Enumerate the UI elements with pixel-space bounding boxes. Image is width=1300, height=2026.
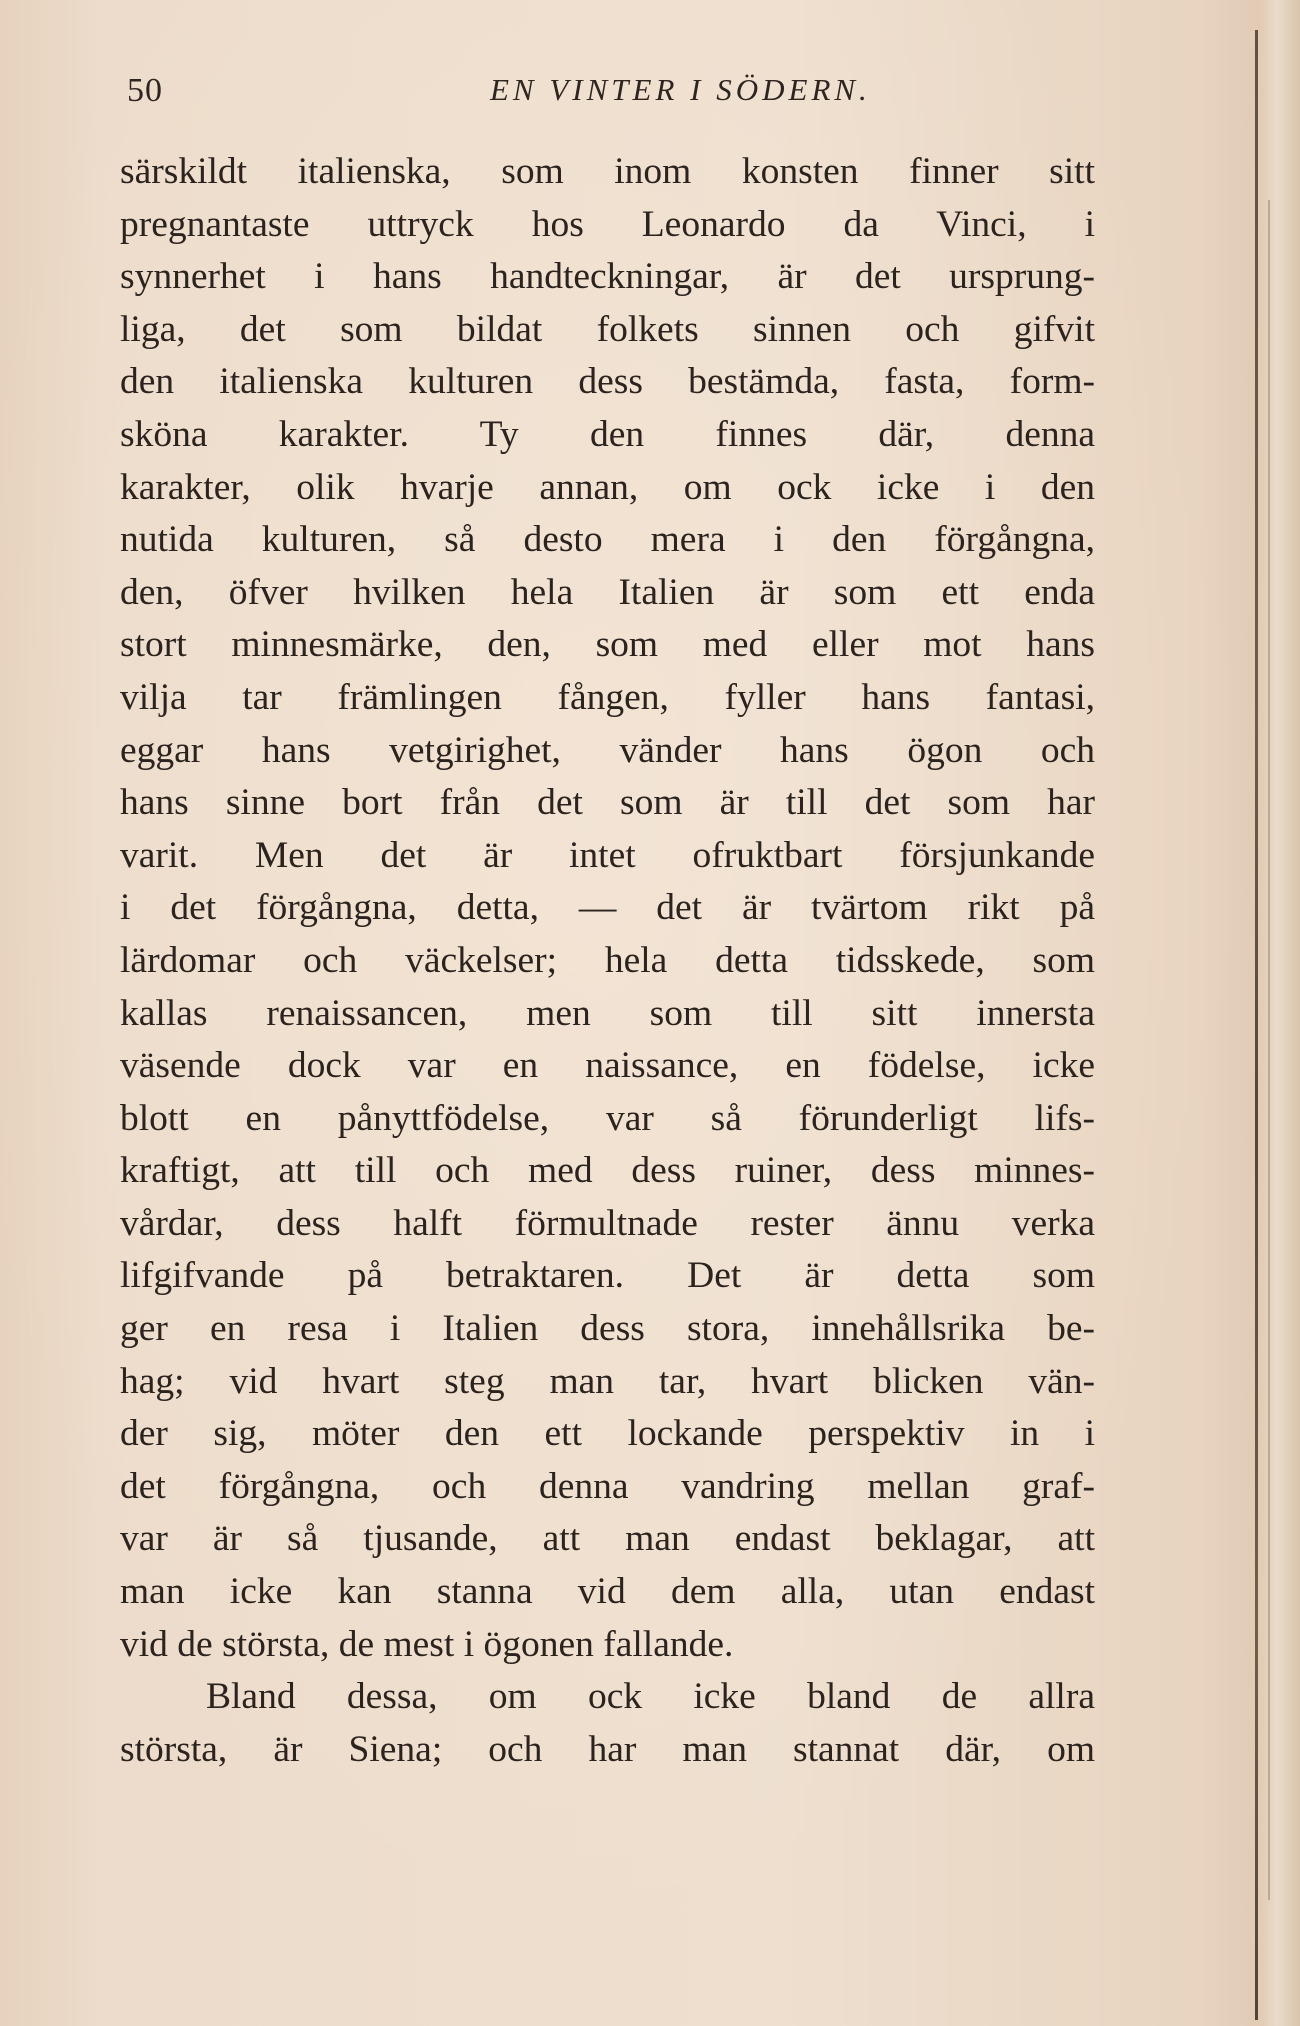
text-line: man icke kan stanna vid dem alla, utan endast xyxy=(120,1571,1095,1613)
text-line: liga, det som bildat folkets sinnen och gifvit xyxy=(120,308,1095,350)
text-line: ger en resa i Italien dess stora, innehållsrika be- xyxy=(120,1308,1095,1350)
text-line: kraftigt, att till och med dess ruiner, dess minnes- xyxy=(120,1150,1095,1192)
text-line: vilja tar främlingen fången, fyller hans fantasi, xyxy=(120,676,1095,718)
text-line: der sig, möter den ett lockande perspektiv in i xyxy=(120,1413,1095,1455)
text-line: den italienska kulturen dess bestämda, fasta, form- xyxy=(120,361,1095,403)
text-line: sköna karakter. Ty den finnes där, denna xyxy=(120,413,1095,455)
running-title: EN VINTER I SÖDERN. xyxy=(490,72,871,107)
page-gutter-edge-secondary xyxy=(1268,200,1270,1900)
text-line: synnerhet i hans handteckningar, är det ursprung- xyxy=(120,256,1095,298)
text-line: vid de största, de mest i ögonen fallande. xyxy=(120,1623,734,1665)
text-line: väsende dock var en naissance, en födelse, icke xyxy=(120,1045,1095,1087)
text-line: största, är Siena; och har man stannat där, om xyxy=(120,1728,1095,1770)
text-line: stort minnesmärke, den, som med eller mot hans xyxy=(120,624,1095,666)
text-line: nutida kulturen, så desto mera i den förgångna, xyxy=(120,519,1095,561)
text-line: pregnantaste uttryck hos Leonardo da Vinci, i xyxy=(120,203,1095,245)
text-line: hag; vid hvart steg man tar, hvart blicken vän- xyxy=(120,1360,1095,1402)
text-line: vårdar, dess halft förmultnade rester ännu verka xyxy=(120,1202,1095,1244)
text-line: lärdomar och väckelser; hela detta tidsskede, som xyxy=(120,939,1095,981)
text-line: i det förgångna, detta, — det är tvärtom rikt på xyxy=(120,887,1095,929)
text-line: eggar hans vetgirighet, vänder hans ögon och xyxy=(120,729,1095,771)
text-line: blott en pånyttfödelse, var så förunderligt lifs- xyxy=(120,1097,1095,1139)
text-line: karakter, olik hvarje annan, om ock icke i den xyxy=(120,466,1095,508)
text-line: särskildt italienska, som inom konsten finner sitt xyxy=(120,151,1095,192)
text-line: var är så tjusande, att man endast beklagar, att xyxy=(120,1518,1095,1560)
text-line: det förgångna, och denna vandring mellan graf- xyxy=(120,1465,1095,1507)
body-text xyxy=(120,146,1095,1776)
page-gutter-edge xyxy=(1255,30,1258,2020)
text-line: lifgifvande på betraktaren. Det är detta som xyxy=(120,1255,1095,1297)
page-number: 50 xyxy=(127,72,163,109)
text-line: varit. Men det är intet ofruktbart försjunkande xyxy=(120,834,1095,876)
text-line: den, öfver hvilken hela Italien är som ett enda xyxy=(120,571,1095,613)
text-line: Bland dessa, om ock icke bland de allra xyxy=(206,1676,1095,1718)
text-line: kallas renaissancen, men som till sitt innersta xyxy=(120,992,1095,1034)
text-line: hans sinne bort från det som är till det som har xyxy=(120,782,1095,824)
page-header xyxy=(125,72,1100,122)
